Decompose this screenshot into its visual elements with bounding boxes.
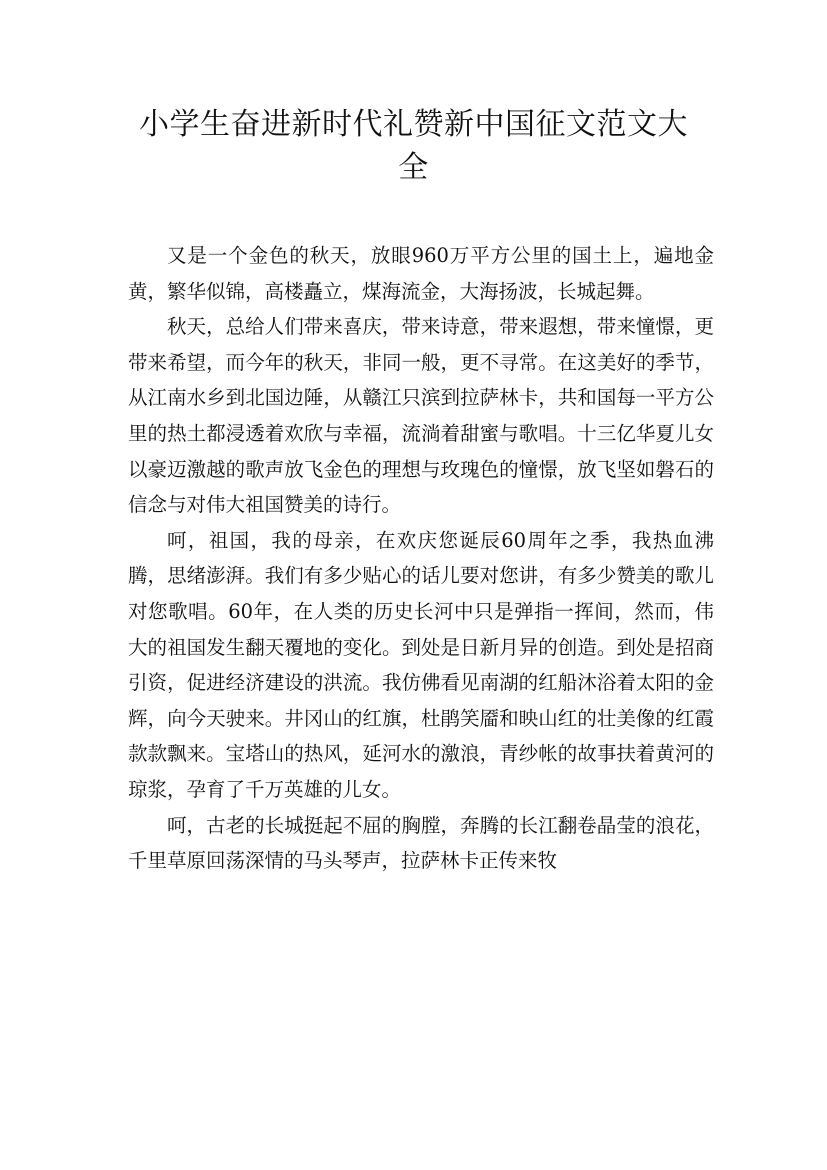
paragraph: 呵，古老的长城挺起不屈的胸膛，奔腾的长江翻卷晶莹的浪花，千里草原回荡深情的马头琴声，拉萨林卡正传来牧 xyxy=(128,813,714,873)
paragraph: 呵，祖国，我的母亲，在欢庆您诞辰60周年之季，我热血沸腾，思绪澎湃。我们有多少贴心的话儿要对您讲，有多少赞美的歌儿对您歌唱。60年，在人类的历史长河中只是弹指一挥间，然而，伟大的祖国发生翻天覆地的变化。到处是日新月异的创造。到处是招商引资，促进经济建设的洪流。我仿佛看见南湖的红船沐浴着太阳的金辉，向今天驶来。井冈山的红旗，杜鹃笑靥和映山红的壮美像的红霞款款飘来。宝塔山的热风，延河水的激浪，青纱帐的故事扶着黄河的琼浆，孕育了千万英雄的儿女。 xyxy=(128,528,714,801)
paragraph: 又是一个金色的秋天，放眼960万平方公里的国土上，遍地金黄，繁华似锦，高楼矗立，煤海流金，大海扬波，长城起舞。 xyxy=(128,244,714,303)
paragraph: 秋天，总给人们带来喜庆，带来诗意，带来遐想，带来憧憬，更带来希望，而今年的秋天，非同一般，更不寻常。在这美好的季节，从江南水乡到北国边陲，从赣江只滨到拉萨林卡，共和国每一平方公里的热土都浸透着欢欣与幸福，流淌着甜蜜与歌唱。十三亿华夏儿女以豪迈激越的歌声放飞金色的理想与玫瑰色的憧憬，放飞坚如磐石的信念与对伟大祖国赞美的诗行。 xyxy=(128,315,714,517)
document-title: 小学生奋进新时代礼赞新中国征文范文大全 xyxy=(139,107,688,185)
document-body xyxy=(128,238,714,879)
